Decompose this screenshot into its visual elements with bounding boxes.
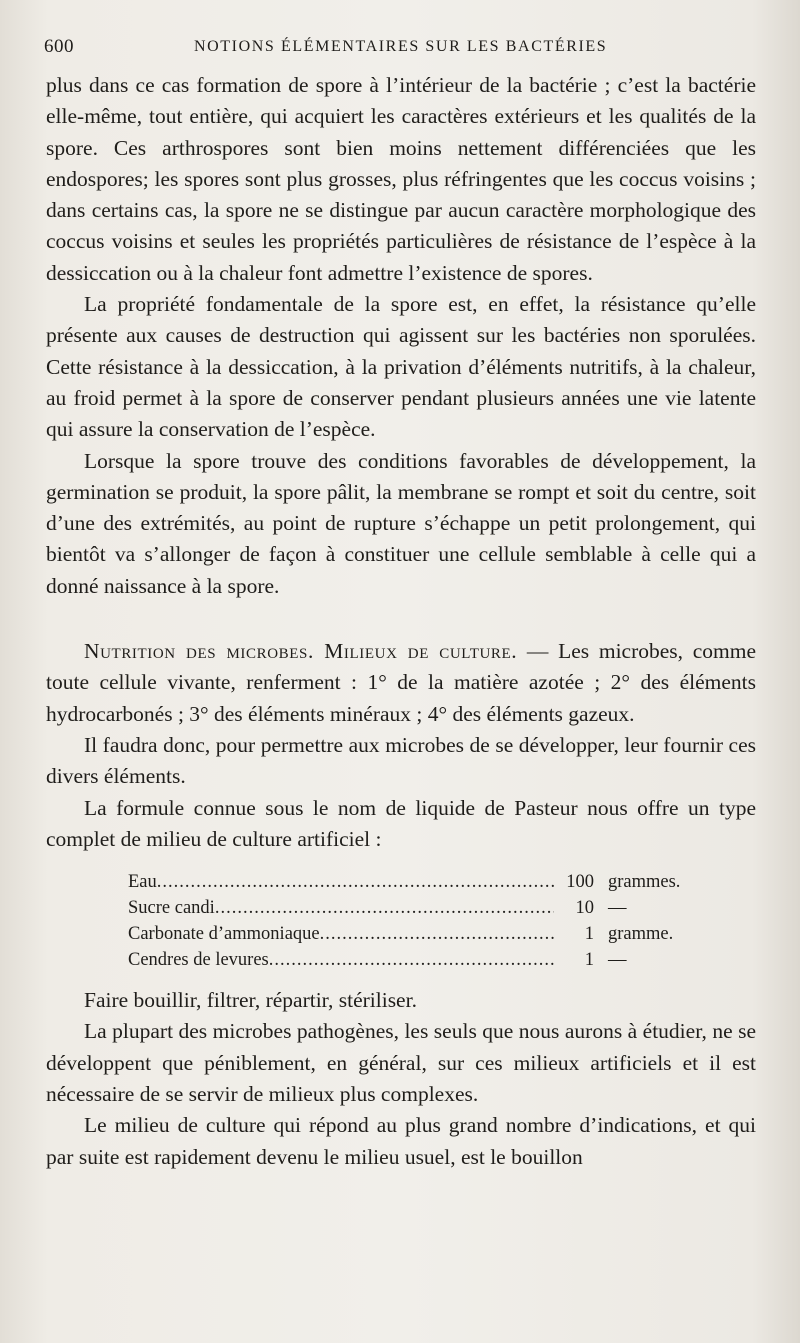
recipe-row bbox=[128, 869, 718, 895]
leader-dots bbox=[215, 895, 554, 921]
recipe-table bbox=[128, 869, 718, 973]
ingredient-name: Cendres de levures bbox=[128, 950, 269, 971]
ingredient-quantity: 10 bbox=[575, 898, 594, 919]
ingredient-name: Sucre candi bbox=[128, 898, 215, 919]
paragraph-pasteur-liquid: La formule connue sous le nom de liquide de Pasteur nous offre un type complet de milieu de culture artificiel : bbox=[46, 795, 756, 851]
section-heading: Nutrition des microbes. Milieux de culture. bbox=[84, 639, 518, 664]
ingredient-name: Carbonate d’ammoniaque bbox=[128, 924, 320, 945]
leader-dots bbox=[269, 947, 554, 973]
leader-dots bbox=[320, 921, 554, 947]
recipe-row bbox=[128, 895, 718, 921]
ingredient-quantity: 100 bbox=[566, 872, 594, 893]
ingredient-quantity: 1 bbox=[584, 950, 594, 971]
ingredient-unit: — bbox=[608, 950, 627, 971]
page-header bbox=[44, 36, 760, 60]
paragraph-spore-resistance: La propriété fondamentale de la spore est, en effet, la résistance qu’elle présente aux causes de destruction qui agissent sur les bactéries non sporulées. Cette résistance à la dessiccation, à la privation d’éléments nutritifs, à la chaleur, au froid permet à la spore de conserver pendant plusieurs années une vie latente qui assure la conservation de l’espèce. bbox=[46, 292, 756, 442]
running-title: NOTIONS ÉLÉMENTAIRES SUR LES BACTÉRIES bbox=[194, 38, 608, 55]
paragraph-nutrition bbox=[46, 636, 756, 730]
leader-dots bbox=[157, 869, 554, 895]
nutrition-text: — Les microbes, comme toute cellule vivante, renferment : 1° de la matière azotée ; 2° des éléments hydrocarbonés ; 3° des éléments minéraux ; 4° des éléments gazeux. bbox=[46, 639, 756, 726]
paragraph-germination: Lorsque la spore trouve des conditions favorables de développement, la germination se produit, la spore pâlit, la membrane se rompt et soit du centre, soit d’une des extrémités, au point de rupture s’échappe un petit prolongement, qui bientôt va s’allonger de façon à constituer une cellule semblable à celle qui a donné naissance à la spore. bbox=[46, 448, 756, 598]
page-number: 600 bbox=[44, 36, 74, 57]
paragraph-pathogenic-microbes: La plupart des microbes pathogènes, les seuls que nous aurons à étudier, ne se développent que péniblement, en général, sur ces milieux artificiels et il est nécessaire de se servir de milieux plus complexes. bbox=[46, 1019, 756, 1107]
paragraph-arthrospores: plus dans ce cas formation de spore à l’intérieur de la bactérie ; c’est la bactérie elle-même, tout entière, qui acquiert les caractères extérieurs et les qualités de la spore. Ces arthrospores sont bien moins nettement différenciées que les endospores; les spores sont plus grosses, plus réfringentes que les coccus voisins ; dans certains cas, la spore ne se distingue par aucun caractère morphologique des coccus voisins et seules les propriétés particulières de résistance de l’espèce à la dessiccation ou à la chaleur font admettre l’existence de spores. bbox=[46, 73, 756, 285]
ingredient-unit: — bbox=[608, 898, 627, 919]
page-body bbox=[46, 70, 756, 1173]
paragraph-bouillon: Le milieu de culture qui répond au plus grand nombre d’indications, et qui par suite est rapidement devenu le milieu usuel, est le bouillon bbox=[46, 1113, 756, 1169]
ingredient-unit: grammes. bbox=[608, 872, 681, 893]
ingredient-quantity: 1 bbox=[584, 924, 594, 945]
ingredient-unit: gramme. bbox=[608, 924, 674, 945]
paragraph-procedure: Faire bouillir, filtrer, répartir, stériliser. bbox=[84, 988, 417, 1013]
paragraph-provide-elements: Il faudra donc, pour permettre aux microbes de se développer, leur fournir ces divers éléments. bbox=[46, 732, 756, 789]
recipe-row bbox=[128, 947, 718, 973]
ingredient-name: Eau bbox=[128, 872, 157, 893]
recipe-row bbox=[128, 921, 718, 947]
